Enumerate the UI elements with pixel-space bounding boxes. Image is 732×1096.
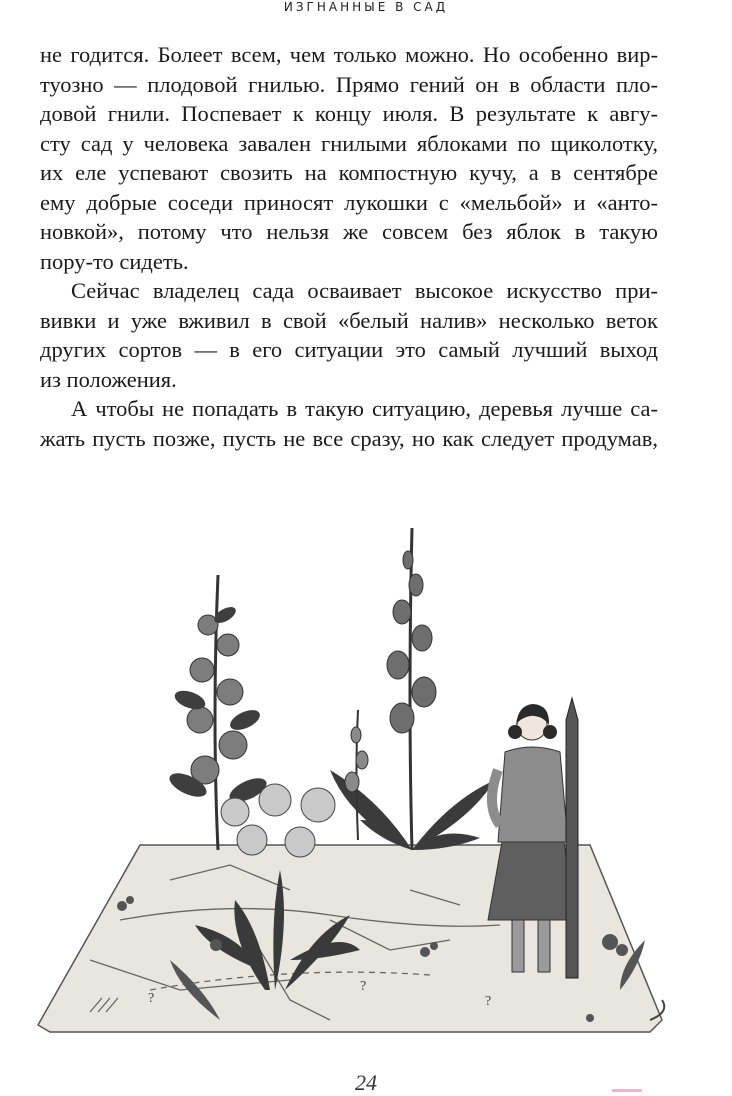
text-line: их еле успевают свозить на компостную кучу, а в сентябре [40,160,658,185]
question-mark: ? [485,994,492,1009]
page-number: 24 [355,1070,377,1095]
text-line-paragraph-start: А чтобы не попадать в такую ситуацию, деревья лучше са- [71,396,658,421]
garden-plan-illustration [30,520,680,1040]
text-line: не годится. Болеет всем, чем только можно. Но особенно вир- [40,42,658,67]
text-line: из положения. [40,366,177,392]
body-text [40,40,658,453]
hollyhock-plant [166,575,270,850]
text-line: пору-то сидеть. [40,248,189,274]
question-mark: ? [148,991,155,1006]
question-mark: ? [360,979,367,994]
text-line: жать пусть позже, пусть не все сразу, но как следует продумав, [40,425,658,451]
text-line: сту сад у человека завален гнилыми яблоками по щиколотку, [40,130,658,156]
text-line: новкой», потому что нельзя же совсем без яблок в такую [40,219,658,244]
print-mark [612,1089,642,1092]
text-line: вивки и уже вживил в свой «белый налив» несколько веток [40,307,658,333]
text-line-paragraph-start: Сейчас владелец сада осваивает высокое искусство при- [71,278,658,303]
text-line: довой гнили. Поспевает к концу июля. В результате к авгу- [40,101,658,126]
foxglove-plant [330,528,495,850]
text-line: других сортов — в его ситуации это самый лучший выход [40,337,658,362]
text-line: ему добрые соседи приносят лукошки с «мельбой» и «анто- [40,189,658,215]
running-header: ИЗГНАННЫЕ В САД [283,0,449,14]
pencil-icon [566,698,578,978]
text-line: туозно — плодовой гнилью. Прямо гений он в области пло- [40,71,658,97]
